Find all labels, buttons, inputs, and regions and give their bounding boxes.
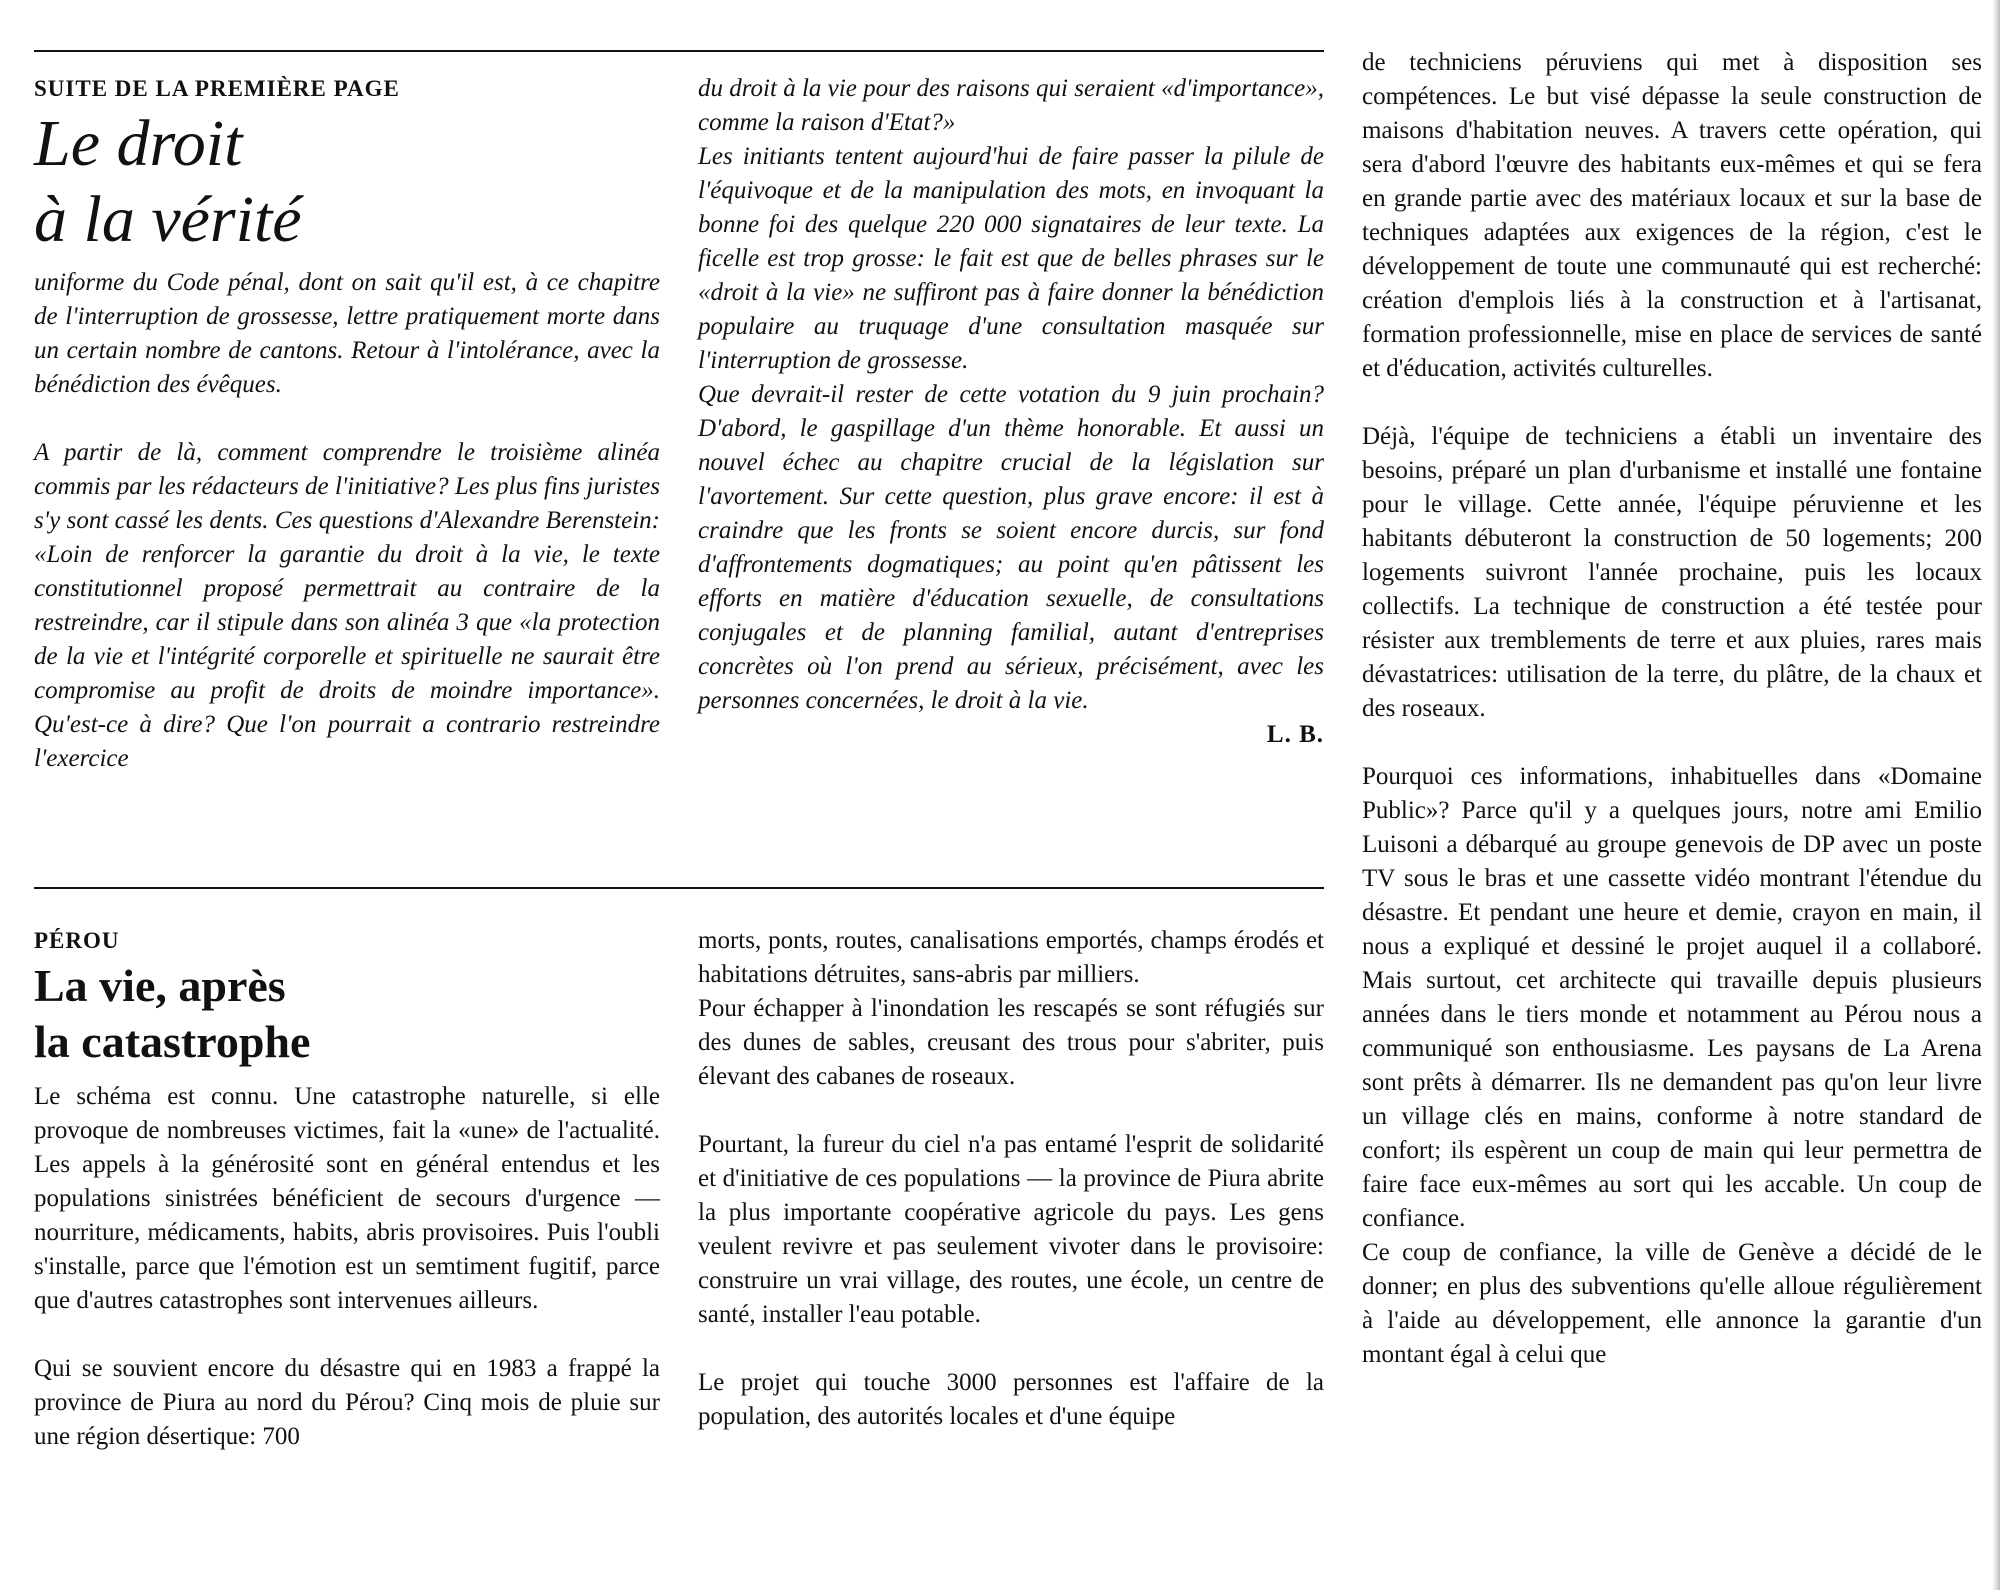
page-edge-shadow [1992,0,2000,1590]
article1-signature: L. B. [1266,721,1324,748]
article1-col1-paragraph: uniforme du Code pénal, dont on sait qu'il est, à ce chapitre de l'interruption de grossesse, lettre pratiquement morte dans un certain nombre de cantons. Retour à l'intolérance, avec la bénédiction des évêques. [34,269,660,398]
article2-title-line1: La vie, après [34,960,286,1011]
article2-title [34,958,660,1070]
article2-kicker: PÉROU [34,928,120,953]
article1-col1-paragraph: A partir de là, comment comprendre le troisième alinéa commis par les rédacteurs de l'initiative? Les plus fins juristes s'y sont cassé les dents. Ces questions d'Alexandre Berenstein: «Loin de renforcer la garantie du droit à la vie, le texte constitutionnel proposé permettrait au contraire de la restreindre, car il stipule dans son alinéa 3 que «la protection de la vie et l'intégrité corporelle et spirituelle ne saurait être compromise au profit de droits de moindre importance». Qu'est-ce à dire? Que l'on pourrait a contrario restreindre l'exercice [34,439,660,772]
article2-col3-paragraph: Pourquoi ces informations, inhabituelles dans «Domaine Public»? Parce qu'il y a quelques jours, notre ami Emilio Luisoni a débarqué au groupe genevois de DP avec un poste TV sous le bras et une cassette vidéo montrant l'étendue du désastre. Et pendant une heure et demie, crayon en main, il nous a expliqué et dessiné le projet auquel il a collaboré. Mais surtout, cet architecte qui travaille depuis plusieurs années dans le tiers monde et notamment au Pérou nous a communiqué son enthousiasme. Les paysans de La Arena sont prêts à démarrer. Ils ne demandent pas qu'on leur livre un village clés en mains, conforme à notre standard de confort; ils espèrent un coup de main qui leur permettra de faire face eux-mêmes au sort qui les accable. Un coup de confiance. [1362,763,1982,1232]
article2-col2-paragraph: morts, ponts, routes, canalisations emportés, champs érodés et habitations détruites, sans-abris par milliers. [698,927,1324,988]
article2-col1-paragraph: Le schéma est connu. Une catastrophe naturelle, si elle provoque de nombreuses victimes, fait la «une» de l'actualité. Les appels à la générosité sont en général entendus et les populations sinistrées bénéficient de secours d'urgence — nourriture, médicaments, habits, abris provisoires. Puis l'oubli s'installe, parce que l'émotion est un semtiment fugitif, parce que d'autres catastrophes sont intervenues ailleurs. [34,1083,660,1314]
article2-col2-paragraph: Pour échapper à l'inondation les rescapés se sont réfugiés sur des dunes de sables, creusant des trous pour s'abriter, puis élevant des cabanes de roseaux. [698,995,1324,1090]
article2-col3 [1362,46,1982,1372]
article1-col2-paragraph: du droit à la vie pour des raisons qui seraient «d'importance», comme la raison d'Etat?» [698,75,1324,136]
article2-title-line2: la catastrophe [34,1016,311,1067]
article1-col2-paragraph: Les initiants tentent aujourd'hui de faire passer la pilule de l'équivoque et de la manipulation des mots, en invoquant la bonne foi des quelque 220 000 signataires de leur texte. La ficelle est trop grosse: le fait est que de belles phrases sur le «droit à la vie» ne suffiront pas à faire donner la bénédiction populaire au truquage d'une consultation masquée sur l'interruption de grossesse. [698,143,1324,374]
middle-rule [34,887,1324,889]
article1-title-line1: Le droit [34,107,243,180]
article2-col3-paragraph: de techniciens péruviens qui met à disposition ses compétences. Le but visé dépasse la seule construction de maisons d'habitation neuves. A travers cette opération, qui sera d'abord l'œuvre des habitants eux-mêmes et qui se fera en grande partie avec des matériaux locaux et sur la base de techniques adaptées aux exigences de la région, c'est le développement de toute une communauté qui est recherché: création d'emplois liés à la construction et à l'artisanat, formation professionnelle, mise en place de services de santé et d'éducation, activités culturelles. [1362,49,1982,382]
article2-col3-paragraph: Ce coup de confiance, la ville de Genève a décidé de le donner; en plus des subventions qu'elle alloue régulièrement à l'aide au développement, elle annonce la garantie d'un montant égal à celui que [1362,1239,1982,1368]
article2-col3-paragraph: Déjà, l'équipe de techniciens a établi un inventaire des besoins, préparé un plan d'urbanisme et installé une fontaine pour le village. Cette année, l'équipe péruvienne et les habitants débuteront la construction de 50 logements; 200 logements suivront l'année prochaine, puis les locaux collectifs. La technique de construction a été testée pour résister aux tremblements de terre et aux pluies, rares mais dévastatrices: utilisation de la terre, du plâtre, de la chaux et des roseaux. [1362,423,1982,722]
article1-title-line2: à la vérité [34,183,302,256]
top-rule [34,50,1324,52]
article1-title [34,106,660,258]
article2-col2 [698,924,1324,1434]
article2-col1-paragraph: Qui se souvient encore du désastre qui en 1983 a frappé la province de Piura au nord du Pérou? Cinq mois de pluie sur une région désertique: 700 [34,1355,660,1450]
article2-col2-paragraph: Le projet qui touche 3000 personnes est l'affaire de la population, des autorités locales et d'une équipe [698,1369,1324,1430]
article1-col2 [698,72,1324,752]
article1-col1 [34,72,660,776]
article2-col1 [34,924,660,1454]
article1-kicker: SUITE DE LA PREMIÈRE PAGE [34,76,400,101]
article2-col2-paragraph: Pourtant, la fureur du ciel n'a pas entamé l'esprit de solidarité et d'initiative de ces populations — la province de Piura abrite la plus importante coopérative agricole du pays. Les gens veulent revivre et pas seulement vivoter dans le provisoire: construire un vrai village, des routes, une école, un centre de santé, installer l'eau potable. [698,1131,1324,1328]
article1-col2-paragraph: Que devrait-il rester de cette votation du 9 juin prochain? D'abord, le gaspillage d'un thème honorable. Et aussi un nouvel échec au chapitre crucial de la législation sur l'avortement. Sur cette question, plus grave encore: il est à craindre que les fronts se soient encore durcis, sur fond d'affrontements dogmatiques; au point qu'en pâtissent les efforts en matière d'éducation sexuelle, de consultations conjugales et de planning familial, autant d'entreprises concrètes où l'on prend au sérieux, précisément, avec les personnes concernées, le droit à la vie. [698,381,1324,714]
